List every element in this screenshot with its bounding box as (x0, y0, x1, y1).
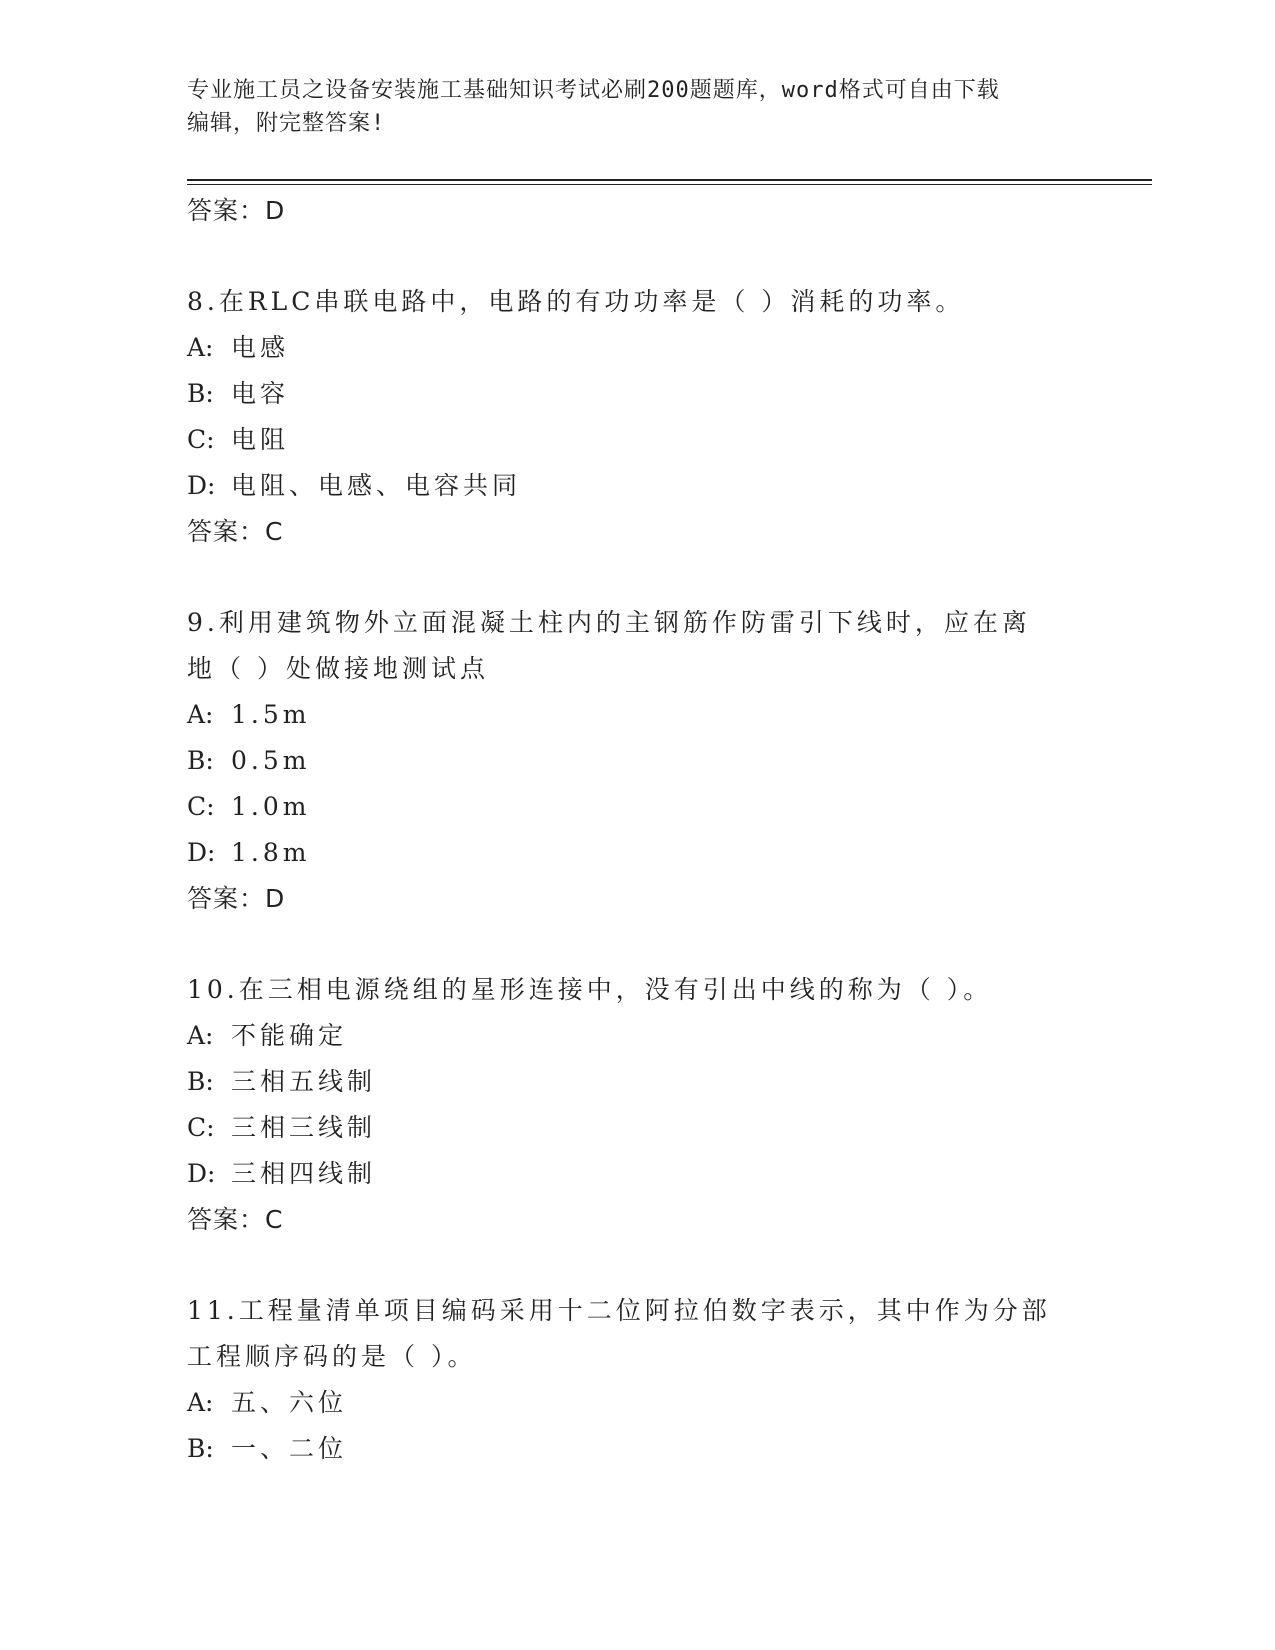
header-divider-thick (187, 179, 1152, 181)
option-key: A: (187, 1021, 214, 1050)
option-text: 1.8m (231, 838, 311, 867)
answer: 答案：C (187, 1205, 284, 1234)
option-c (187, 1105, 1087, 1151)
option-a (187, 1380, 1087, 1426)
option-key: B: (187, 1434, 214, 1463)
option-d (187, 830, 1087, 876)
spacer (187, 555, 1087, 600)
option-key: A: (187, 1388, 214, 1417)
question-stem: 9.利用建筑物外立面混凝土柱内的主钢筋作防雷引下线时，应在离地（ ）处做接地测试点 (187, 608, 1031, 683)
option-b (187, 738, 1087, 784)
header-divider-thin (187, 184, 1152, 185)
option-text: 不能确定 (231, 1021, 348, 1050)
option-text: 电容 (231, 379, 290, 408)
question-10 (187, 967, 1087, 1243)
option-text: 三相四线制 (231, 1159, 377, 1188)
spacer (187, 1243, 1087, 1288)
option-key: B: (187, 379, 214, 408)
option-text: 三相三线制 (231, 1113, 377, 1142)
option-a (187, 692, 1087, 738)
question-11 (187, 1288, 1087, 1472)
option-key: C: (187, 425, 215, 454)
option-a (187, 325, 1087, 371)
question-8 (187, 279, 1087, 555)
document-header (187, 74, 1087, 140)
option-key: A: (187, 700, 214, 729)
previous-answer: 答案：D (187, 196, 286, 225)
option-key: C: (187, 1113, 215, 1142)
option-key: D: (187, 838, 216, 867)
option-key: D: (187, 471, 216, 500)
option-text: 电阻、电感、电容共同 (231, 471, 522, 500)
header-line-2: 编辑，附完整答案! (187, 111, 386, 136)
option-key: A: (187, 333, 214, 362)
option-key: D: (187, 1159, 216, 1188)
option-a (187, 1013, 1087, 1059)
spacer (187, 922, 1087, 967)
answer: 答案：C (187, 517, 284, 546)
option-text: 1.5m (231, 700, 311, 729)
question-9 (187, 600, 1087, 922)
spacer (187, 234, 1087, 279)
option-key: B: (187, 1067, 214, 1096)
option-c (187, 784, 1087, 830)
option-text: 电感 (231, 333, 290, 362)
answer: 答案：D (187, 884, 286, 913)
option-text: 三相五线制 (231, 1067, 377, 1096)
header-line-1: 专业施工员之设备安装施工基础知识考试必刷200题题库，word格式可自由下载 (187, 78, 1000, 103)
option-d (187, 463, 1087, 509)
option-text: 五、六位 (231, 1388, 348, 1417)
option-b (187, 1426, 1087, 1472)
option-b (187, 1059, 1087, 1105)
option-text: 一、二位 (231, 1434, 348, 1463)
option-c (187, 417, 1087, 463)
option-text: 0.5m (231, 746, 311, 775)
question-list (187, 188, 1087, 1472)
option-key: B: (187, 746, 214, 775)
option-d (187, 1151, 1087, 1197)
option-b (187, 371, 1087, 417)
option-text: 电阻 (231, 425, 290, 454)
option-text: 1.0m (231, 792, 311, 821)
question-stem: 10.在三相电源绕组的星形连接中，没有引出中线的称为（ ）。 (187, 975, 993, 1004)
option-key: C: (187, 792, 215, 821)
question-stem: 8.在RLC串联电路中，电路的有功功率是（ ）消耗的功率。 (187, 287, 965, 316)
question-stem: 11.工程量清单项目编码采用十二位阿拉伯数字表示，其中作为分部工程顺序码的是（ ）。 (187, 1296, 1051, 1371)
